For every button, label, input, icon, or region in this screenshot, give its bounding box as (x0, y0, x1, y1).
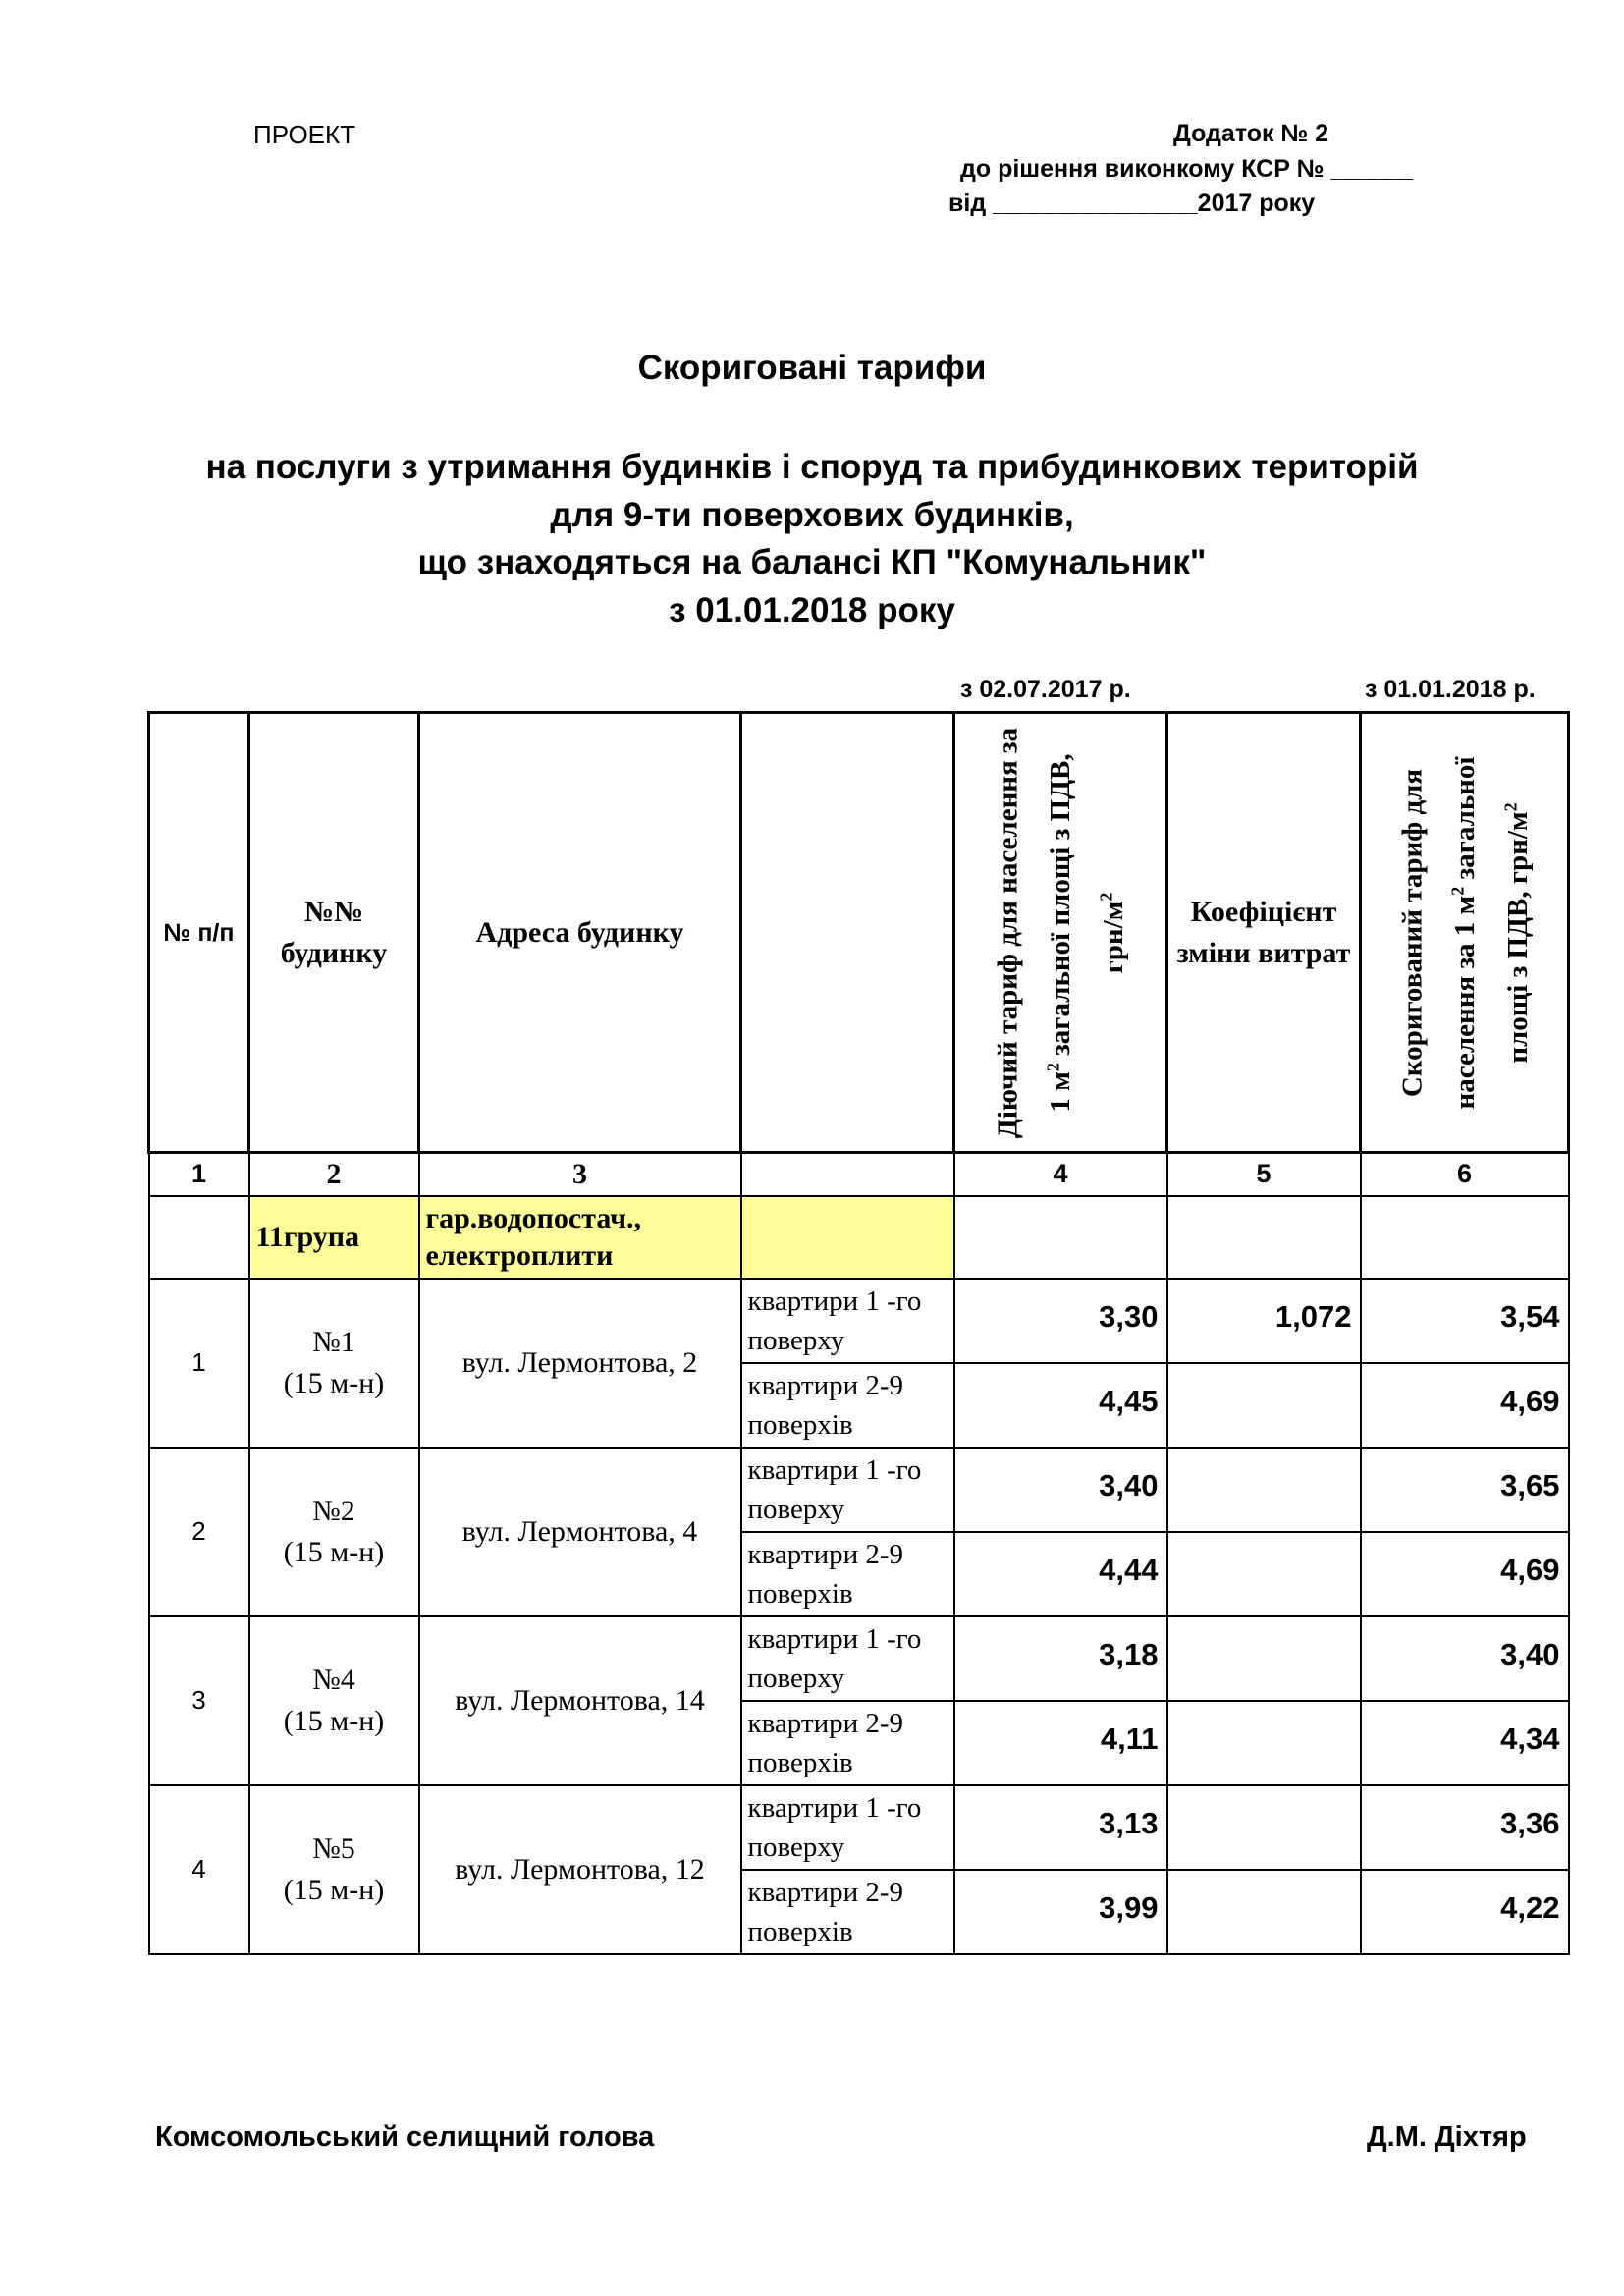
header-no: № п/п (149, 713, 249, 1153)
apartment-type: квартири 1 -го поверху (741, 1448, 954, 1532)
signatory-position: Комсомольський селищний голова (155, 2121, 655, 2153)
current-tariff: 4,11 (954, 1701, 1167, 1785)
adjusted-tariff: 3,40 (1361, 1616, 1569, 1701)
house-address: вул. Лермонтова, 4 (419, 1448, 741, 1616)
row-number: 3 (149, 1616, 249, 1785)
house-address: вул. Лермонтова, 14 (419, 1616, 741, 1785)
row-number: 4 (149, 1785, 249, 1954)
col-number (741, 1153, 954, 1196)
col-number: 4 (954, 1153, 1167, 1196)
col-number: 3 (419, 1153, 741, 1196)
group-row (149, 1196, 1569, 1279)
date-label-current: з 02.07.2017 р. (960, 676, 1131, 703)
header-empty (741, 713, 954, 1153)
current-tariff: 4,45 (954, 1363, 1167, 1448)
document-title: Скориговані тарифи (637, 349, 987, 387)
apartment-type: квартири 2-9 поверхів (741, 1870, 954, 1954)
adjusted-tariff: 4,69 (1361, 1363, 1569, 1448)
group-description: гар.водопостач., електроплити (419, 1196, 741, 1279)
table-row (149, 1448, 1569, 1532)
header-adjusted-tariff: Скоригований тариф для населення за 1 $м^2$ загальної площі з ПДВ, грн/$м^2$ (1361, 713, 1569, 1153)
apartment-type: квартири 1 -го поверху (741, 1279, 954, 1363)
apartment-type: квартири 2-9 поверхів (741, 1701, 954, 1785)
table-row (149, 1616, 1569, 1701)
house-address: вул. Лермонтова, 12 (419, 1785, 741, 1954)
row-number: 1 (149, 1279, 249, 1448)
document-subtitle-4: з 01.01.2018 року (669, 591, 955, 629)
adjusted-tariff: 3,65 (1361, 1448, 1569, 1532)
house-number: №1 (15 м-н) (249, 1279, 419, 1448)
signatory-name: Д.М. Діхтяр (1367, 2121, 1527, 2153)
adjusted-tariff: 3,54 (1361, 1279, 1569, 1363)
header-coefficient: Коефіцієнт зміни витрат (1167, 713, 1361, 1153)
house-number: №4 (15 м-н) (249, 1616, 419, 1785)
group-name: 11група (249, 1196, 419, 1279)
document-subtitle-2: для 9-ти поверхових будинків, (550, 496, 1074, 534)
annex-number: Додаток № 2 (1173, 120, 1329, 147)
annex-decision: до рішення виконкому КСР № ______ (960, 155, 1414, 183)
date-label-new: з 01.01.2018 р. (1365, 676, 1536, 703)
current-tariff: 4,44 (954, 1532, 1167, 1616)
project-label: ПРОЕКТ (253, 120, 356, 149)
coefficient: 1,072 (1167, 1279, 1361, 1363)
header-current-tariff: Діючий тариф для населення за 1 $м^2$ загальної площі з ПДВ, грн/$м^2$ (954, 713, 1167, 1153)
adjusted-tariff: 4,22 (1361, 1870, 1569, 1954)
apartment-type: квартири 1 -го поверху (741, 1785, 954, 1870)
adjusted-tariff: 3,36 (1361, 1785, 1569, 1870)
apartment-type: квартири 2-9 поверхів (741, 1532, 954, 1616)
row-number: 2 (149, 1448, 249, 1616)
apartment-type: квартири 2-9 поверхів (741, 1363, 954, 1448)
header-house: №№ будинку (249, 713, 419, 1153)
header-address: Адреса будинку (419, 713, 741, 1153)
current-tariff: 3,13 (954, 1785, 1167, 1870)
house-address: вул. Лермонтова, 2 (419, 1279, 741, 1448)
adjusted-tariff: 4,34 (1361, 1701, 1569, 1785)
table-header-row (149, 713, 1569, 1153)
column-number-row (149, 1153, 1569, 1196)
tariff-table (147, 711, 1570, 1955)
col-number: 2 (249, 1153, 419, 1196)
document-subtitle-3: що знаходяться на балансі КП "Комунальник" (417, 543, 1207, 581)
col-number: 5 (1167, 1153, 1361, 1196)
house-number: №5 (15 м-н) (249, 1785, 419, 1954)
house-number: №2 (15 м-н) (249, 1448, 419, 1616)
col-number: 1 (149, 1153, 249, 1196)
current-tariff: 3,30 (954, 1279, 1167, 1363)
current-tariff: 3,18 (954, 1616, 1167, 1701)
annex-date: від _______________2017 року (948, 190, 1316, 217)
col-number: 6 (1361, 1153, 1569, 1196)
current-tariff: 3,99 (954, 1870, 1167, 1954)
table-row (149, 1785, 1569, 1870)
apartment-type: квартири 1 -го поверху (741, 1616, 954, 1701)
document-subtitle-1: на послуги з утримання будинків і споруд та прибудинкових територій (205, 448, 1419, 486)
current-tariff: 3,40 (954, 1448, 1167, 1532)
table-row (149, 1279, 1569, 1363)
adjusted-tariff: 4,69 (1361, 1532, 1569, 1616)
